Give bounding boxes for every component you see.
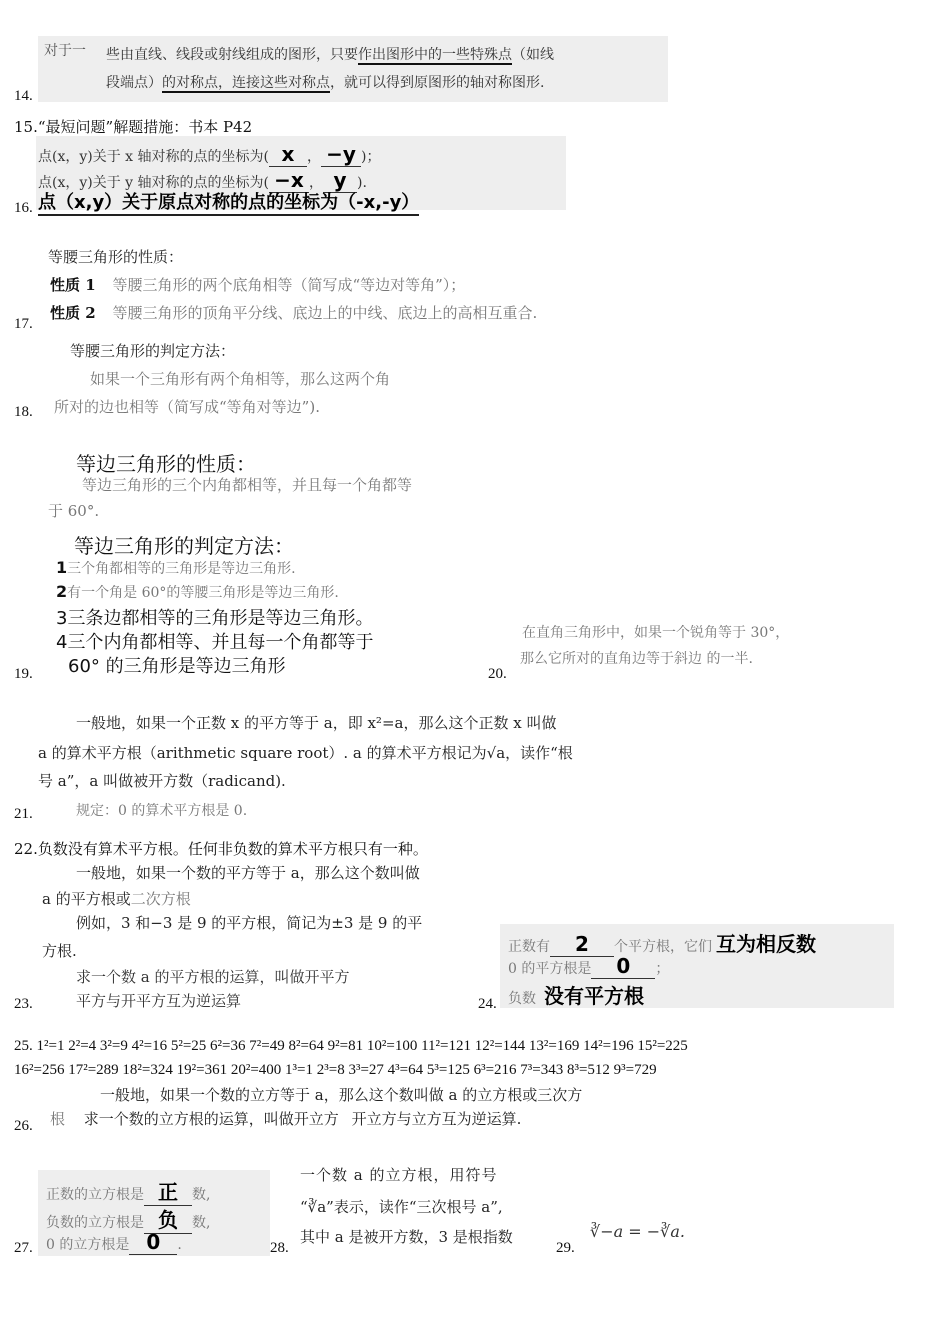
item21-line2: a 的算术平方根（arithmetic square root）. a 的算术平方根记为√a，读作“根: [38, 744, 573, 762]
item26-line2: [50, 1108, 521, 1129]
item17-property1-label: 性质 1: [50, 276, 96, 294]
item28-number: 28.: [270, 1240, 289, 1256]
item21-line1: 一般地，如果一个正数 x 的平方等于 a，即 x²=a，那么这个正数 x 叫做: [76, 714, 557, 732]
item27-number: 27.: [14, 1240, 33, 1256]
item20-line2: 那么它所对的直角边等于斜边 的一半.: [520, 651, 753, 667]
item18-title: 等腰三角形的判定方法：: [70, 342, 236, 360]
item22-text: 22.负数没有算术平方根。任何非负数的算术平方根只有一种。: [14, 840, 428, 858]
item24-row1: [508, 928, 816, 957]
item25-line2: 16²=256 17²=289 18²=324 19²=361 20²=400 1³=1 2³=8 3³=27 4³=64 5³=125 6³=216 7³=343 8³=512 9³=729: [14, 1062, 657, 1078]
item14-number: 14.: [14, 88, 33, 104]
item19-line1: 等边三角形的三个内角都相等，并且每一个角都等: [82, 476, 413, 494]
item14-line1: [106, 44, 554, 64]
item19-judge1-number: 1: [56, 558, 68, 577]
item27-row1: [46, 1176, 210, 1206]
item19-line2: 于 60°.: [48, 502, 100, 520]
item17-property1: [50, 274, 465, 295]
item19-judge3: 3三条边都相等的三角形是等边三角形。: [56, 608, 374, 629]
item17-property2-label: 性质 2: [50, 304, 96, 322]
item26-line2-a: 根: [50, 1110, 66, 1128]
item29-number: 29.: [556, 1240, 575, 1256]
item19-judge4a: 4三个内角都相等、并且每一个角都等于: [56, 632, 374, 653]
item27-row3: [46, 1230, 182, 1255]
item24-row2-answer: 0: [591, 954, 655, 979]
item20-number: 20.: [488, 666, 507, 682]
item17-title: 等腰三角形的性质：: [48, 248, 184, 266]
item24-row1-pre: 正数有: [508, 939, 550, 955]
item19-judge2-text: 有一个角是 60°的等腰三角形是等边三角形.: [67, 585, 339, 601]
item19-title1: 等边三角形的性质：: [76, 452, 256, 476]
item27-row3-answer: 0: [129, 1230, 177, 1255]
item24-row3: [508, 980, 644, 1009]
item24-row2-pre: 0 的平方根是: [508, 961, 592, 977]
item16-row1-pre: 点(x，y)关于 x 轴对称的点的坐标为(: [38, 149, 269, 165]
item14-prefix: 对于一: [44, 43, 86, 59]
item19-judge2-number: 2: [56, 582, 68, 601]
item21-line4: 规定：0 的算术平方根是 0.: [76, 803, 248, 819]
item23-line4: 方根.: [42, 942, 77, 960]
item14-line1-pre: 些由直线、线段或射线组成的图形，只要: [106, 47, 358, 63]
item18-line2: 所对的边也相等（简写成“等角对等边”).: [54, 398, 320, 416]
item24-row2-post: ；: [655, 961, 670, 977]
item24-number: 24.: [478, 996, 497, 1012]
item19-number: 19.: [14, 666, 33, 682]
item18-number: 18.: [14, 404, 33, 420]
item19-judge2: [56, 582, 339, 602]
item17-property1-text: 等腰三角形的两个底角相等（简写成“等边对等角”）；: [112, 276, 466, 294]
item28-line1: 一个数 a 的立方根，用符号: [300, 1166, 498, 1184]
item21-number: 21.: [14, 806, 33, 822]
item27-row3-post: .: [177, 1237, 182, 1253]
item23-line2-post: 二次方根: [130, 890, 191, 908]
item16-row1: [38, 142, 380, 167]
item26-line1: 一般地，如果一个数的立方等于 a，那么这个数叫做 a 的立方根或三次方: [100, 1086, 583, 1104]
item14-line2: [106, 72, 544, 92]
item23-line5: 求一个数 a 的平方根的运算，叫做开平方: [76, 968, 350, 986]
item27-row2-answer: 负: [144, 1204, 192, 1234]
item27-row1-answer: 正: [144, 1176, 192, 1206]
item15-text: 15.“最短问题”解题措施：书本 P42: [14, 118, 253, 136]
item17-number: 17.: [14, 316, 33, 332]
item20-line1: 在直角三角形中，如果一个锐角等于 30°，: [522, 625, 790, 641]
item14-line2-post: ，就可以得到原图形的轴对称图形.: [330, 75, 545, 91]
item16-row1-answer-x: x: [269, 142, 307, 167]
item16-row2-sep: ，: [309, 175, 323, 191]
item25-line1: 25. 1²=1 2²=4 3²=9 4²=16 5²=25 6²=36 7²=49 8²=64 9²=81 10²=100 11²=121 12²=144 13²=169 14²=196 15²=225: [14, 1038, 688, 1054]
item24-row1-answer: 2: [550, 932, 614, 957]
item14-line1-underline: 作出图形中的一些特殊点: [358, 47, 512, 63]
item16-row1-post: )；: [361, 149, 381, 165]
item24-row1-mid: 个平方根，它们: [614, 939, 712, 955]
item28-line3: 其中 a 是被开方数，3 是根指数: [300, 1228, 513, 1246]
item14-line1-post: （如线: [512, 47, 554, 63]
item16-row3: 点（x,y）关于原点对称的点的坐标为（-x,-y）: [38, 188, 419, 216]
item24-row1-handwriting: 互为相反数: [716, 932, 816, 956]
item24-row3-pre: 负数: [508, 991, 536, 1007]
item17-property2: [50, 302, 537, 323]
item27-row2-post: 数,: [192, 1215, 211, 1231]
item14-line2-underline: 的对称点，连接这些对称点: [162, 75, 330, 91]
item16-row2-pre: 点(x，y)关于 y 轴对称的点的坐标为(: [38, 175, 269, 191]
item24-row2: [508, 954, 669, 979]
item16-row2-answer-y: y: [323, 168, 357, 193]
item27-row1-post: 数,: [192, 1187, 211, 1203]
item23-line2: [42, 888, 191, 909]
item16-row1-sep: ，: [307, 149, 321, 165]
item23-line3: 例如，3 和−3 是 9 的平方根，简记为±3 是 9 的平: [76, 914, 423, 932]
item19-judge4b: 60° 的三角形是等边三角形: [68, 656, 286, 677]
item23-line6: 平方与开平方互为逆运算: [76, 992, 242, 1010]
item23-number: 23.: [14, 996, 33, 1012]
item16-row1-answer-y: −y: [321, 142, 361, 167]
item28-line2: “∛a”表示，读作“三次根号 a”,: [300, 1198, 503, 1216]
item29-formula: ∛−a = −∛a.: [590, 1222, 685, 1241]
item27-row3-pre: 0 的立方根是: [46, 1237, 130, 1253]
item19-judge1: [56, 558, 296, 578]
item14-line2-pre: 段端点）: [106, 75, 162, 91]
item26-line2-b: 求一个数的立方根的运算，叫做开立方: [83, 1110, 339, 1128]
item16-row2-answer-x: −x: [269, 168, 309, 193]
item26-line2-c: 开立方与立方互为逆运算.: [351, 1110, 522, 1128]
item23-line2-pre: a 的平方根或: [42, 890, 131, 908]
item16-number: 16.: [14, 200, 33, 216]
item26-number: 26.: [14, 1118, 33, 1134]
item27-row2-pre: 负数的立方根是: [46, 1215, 144, 1231]
item17-property2-text: 等腰三角形的顶角平分线、底边上的中线、底边上的高相互重合.: [112, 304, 538, 322]
item19-title2: 等边三角形的判定方法：: [74, 534, 294, 558]
item24-row3-handwriting: 没有平方根: [544, 984, 644, 1008]
item21-line3: 号 a”，a 叫做被开方数（radicand).: [38, 772, 286, 790]
item19-judge1-text: 三个角都相等的三角形是等边三角形.: [67, 561, 296, 577]
item27-row1-pre: 正数的立方根是: [46, 1187, 144, 1203]
item16-row2-post: ).: [357, 175, 367, 191]
item18-line1: 如果一个三角形有两个角相等，那么这两个角: [90, 370, 391, 388]
item23-line1: 一般地，如果一个数的平方等于 a，那么这个数叫做: [76, 864, 420, 882]
